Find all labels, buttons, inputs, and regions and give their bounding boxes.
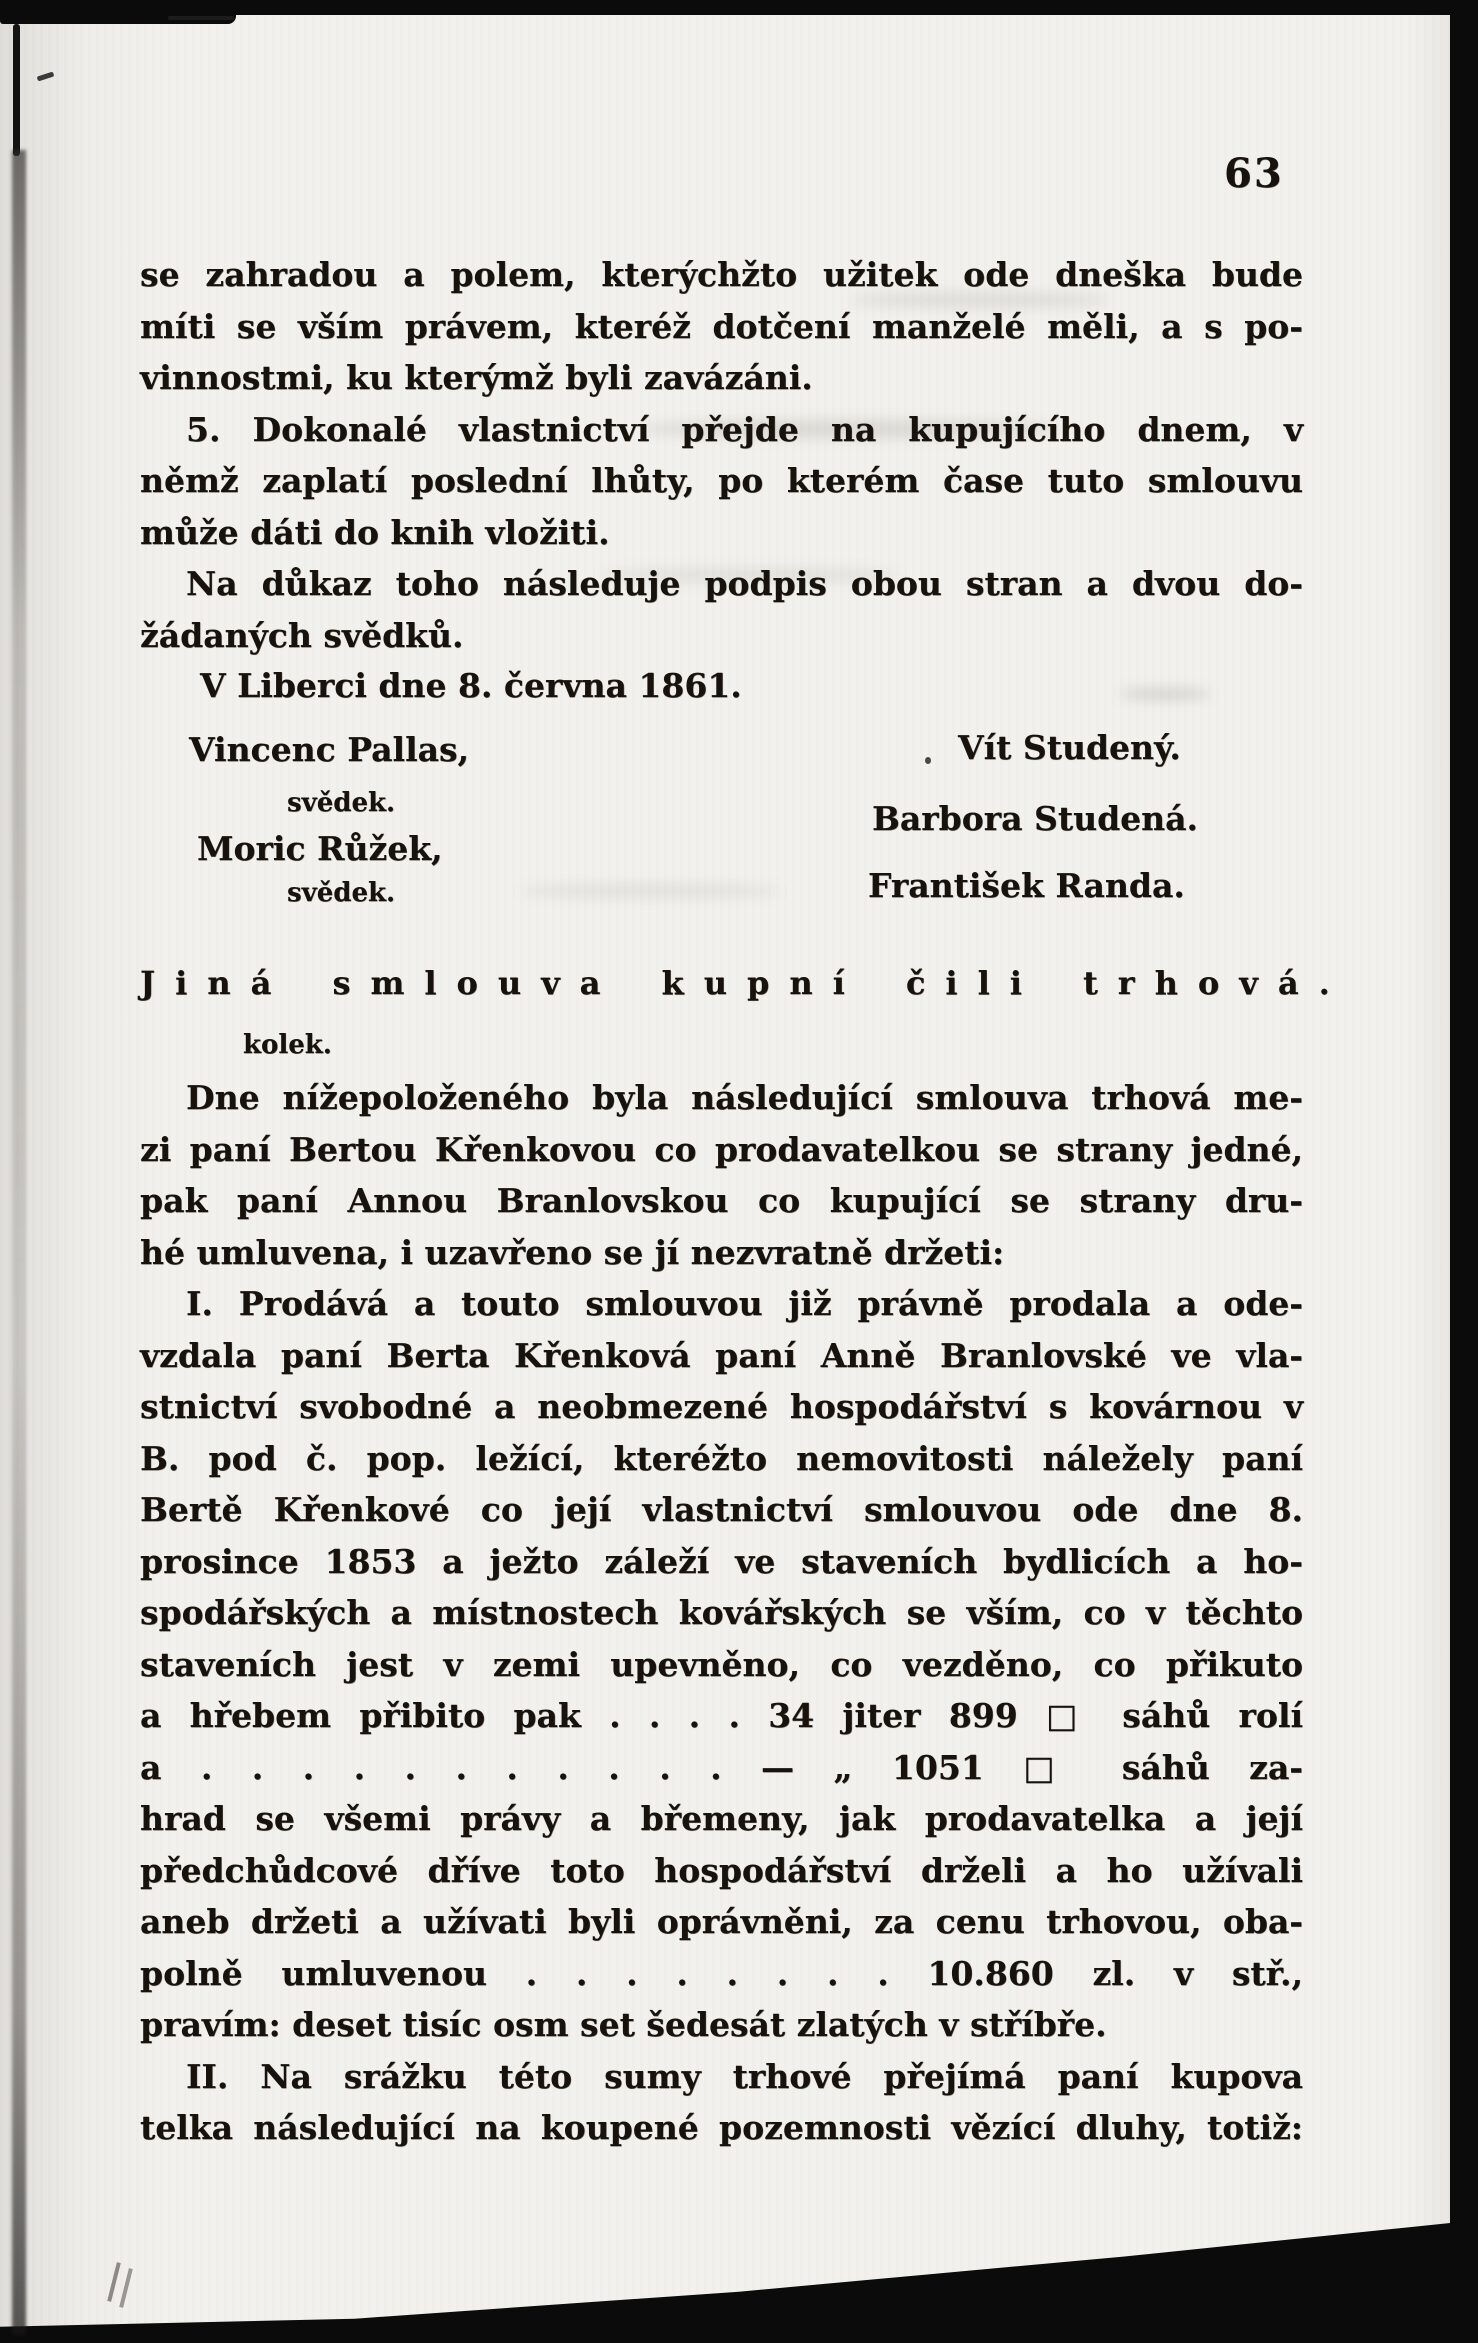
scan-edge-top: [0, 0, 1478, 15]
text-line: polně umluvenou . . . . . . . . 10.860 zl. v stř.,: [140, 1953, 1303, 1993]
text-line: předchůdcové dříve toto hospodářství drželi a ho užívali: [140, 1850, 1303, 1890]
signature-party-2: Barbora Studená.: [872, 799, 1199, 838]
scan-mark-slash: [119, 2268, 133, 2308]
signature-witness-1: Vincenc Pallas,: [189, 730, 470, 769]
text-line: prosince 1853 a ježto záleží ve staveních bydlicích a ho-: [140, 1541, 1303, 1581]
scan-binding-line: [13, 24, 20, 156]
text-line: hrad se všemi právy a břemeny, jak prodavatelka a její: [140, 1799, 1303, 1838]
signature-witness-2: Moric Růžek,: [197, 829, 443, 868]
text-line: Dne nížepoloženého byla následující smlouva trhová me-: [186, 1078, 1303, 1117]
text-line: pravím: deset tisíc osm set šedesát zlatých v stříbře.: [140, 2005, 1107, 2044]
text-line: a hřebem přibito pak . . . . 34 jiter 899 □ sáhů rolí: [140, 1696, 1303, 1735]
text-line: pak paní Annou Branlovskou co kupující se strany dru-: [140, 1181, 1303, 1220]
text-line: II. Na srážku této sumy trhové přejímá paní kupova: [186, 2056, 1303, 2096]
signature-party-3: František Randa.: [868, 866, 1185, 905]
text-line: Bertě Křenkové co její vlastnictví smlouvou ode dne 8.: [140, 1490, 1303, 1529]
signature-party-1: Vít Studený.: [958, 728, 1181, 767]
stamp-note: kolek.: [243, 1030, 332, 1060]
scan-speck-dot: [925, 757, 931, 764]
text-line: Na důkaz toho následuje podpis obou stran a dvou do-: [186, 564, 1303, 603]
page-number: 63: [1224, 150, 1284, 197]
text-line: zi paní Bertou Křenkovou co prodavatelkou se strany jedné,: [140, 1129, 1303, 1169]
text-line: spodářských a místnostech kovářských se vším, co v těchto: [140, 1593, 1303, 1632]
text-line: staveních jest v zemi upevněno, co vezděno, co přikuto: [140, 1644, 1303, 1684]
scan-smudge: [520, 884, 780, 898]
text-line: hé umluvena, i uzavřeno se jí nezvratně držeti:: [140, 1232, 1005, 1272]
text-line: a . . . . . . . . . . . — „ 1051 □ sáhů za-: [140, 1747, 1303, 1787]
contract-paragraphs: [140, 1072, 1303, 2154]
scan-speck-dash: [37, 71, 55, 81]
text-line: žádaných svědků.: [140, 615, 464, 655]
scan-edge-right: [1450, 0, 1478, 2343]
text-line: B. pod č. pop. ležící, kteréžto nemovitosti náležely paní: [140, 1438, 1303, 1478]
text-line: stnictví svobodné a neobmezené hospodářství s kovárnou v: [140, 1387, 1303, 1426]
section-heading: Jiná smlouva kupní čili trhová.: [140, 964, 1350, 1002]
text-line: aneb držeti a užívati byli oprávněni, za cenu trhovou, oba-: [140, 1902, 1303, 1941]
text-line: I. Prodává a touto smlouvou již právně prodala a ode-: [186, 1284, 1303, 1323]
text-line: němž zaplatí poslední lhůty, po kterém čase tuto smlouvu: [140, 461, 1303, 500]
scan-edge-bottom-wedge: [0, 2208, 1478, 2343]
text-line: telka následující na koupené pozemnosti vězící dluhy, totiž:: [140, 2108, 1303, 2147]
deed-closing-paragraphs: [140, 249, 1303, 661]
signature-witness-2-role: svědek.: [287, 878, 396, 908]
signature-witness-1-role: svědek.: [287, 788, 396, 818]
text-line: vzdala paní Berta Křenková paní Anně Branlovské ve vla-: [140, 1335, 1303, 1375]
text-line: míti se vším právem, kteréž dotčení manželé měli, a s po-: [140, 306, 1303, 346]
text-line: může dáti do knih vložiti.: [140, 512, 610, 552]
text-line: vinnostmi, ku kterýmž byli zavázáni.: [140, 358, 813, 397]
text-line: 5. Dokonalé vlastnictví přejde na kupujícího dnem, v: [186, 409, 1303, 449]
scan-mark-slash: [107, 2262, 121, 2302]
scan-edge-top-left: [0, 0, 236, 24]
text-line: se zahradou a polem, kterýchžto užitek ode dneška bude: [140, 255, 1303, 294]
scan-smudge: [1120, 688, 1210, 700]
dateline: V Liberci dne 8. června 1861.: [200, 666, 742, 705]
scan-mark-dash-top: [168, 16, 234, 20]
scan-binding-shadow: [12, 150, 26, 2335]
